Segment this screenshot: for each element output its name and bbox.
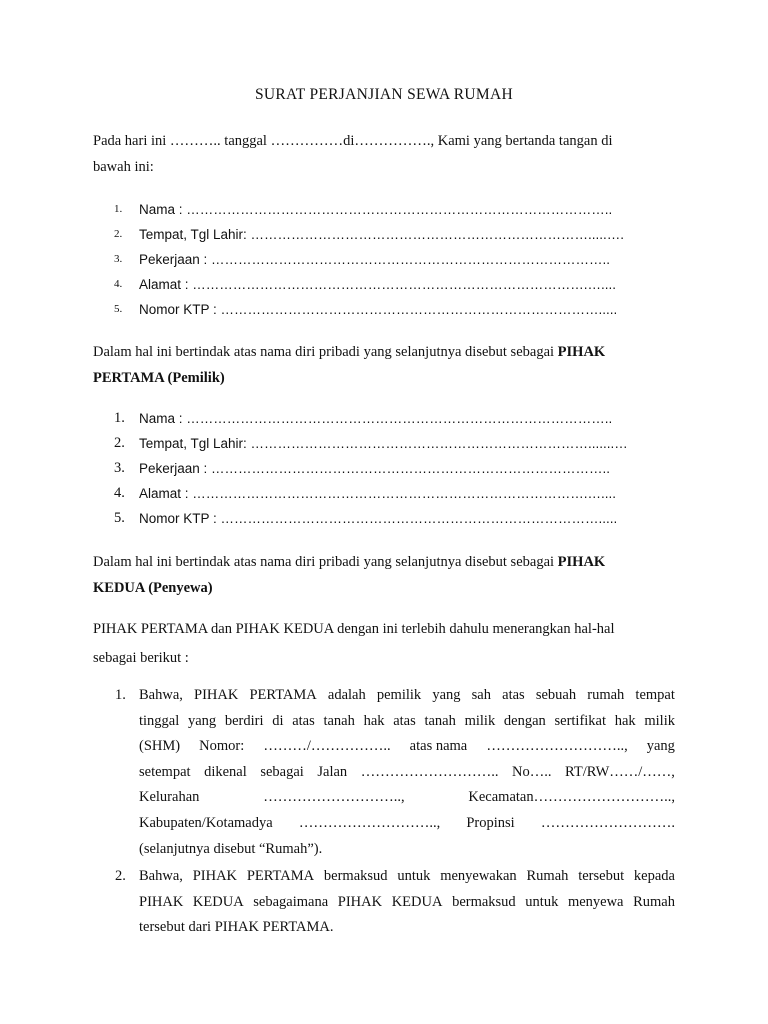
- word: yang: [646, 738, 675, 755]
- field-pekerjaan: Pekerjaan : ……………………………………………………………………………..: [139, 461, 611, 476]
- word: No…..: [512, 763, 552, 780]
- word: PIHAK: [192, 868, 238, 885]
- list-item: 1. Nama : …………………………………………………………………………………..: [93, 197, 675, 222]
- word: KEDUA: [391, 893, 443, 910]
- list-item: 3. Pekerjaan : ……………………………………………………………………………..: [93, 456, 675, 481]
- word: ………………………..: [360, 763, 499, 780]
- party1-statement: Dalam hal ini bertindak atas nama diri pribadi yang selanjutnya disebut sebagai PIHAK PERTAMA (Pemilik): [93, 344, 606, 386]
- word: yang: [432, 687, 461, 703]
- list-item: 2. Tempat, Tgl Lahir: ………………………………………………………………….......…: [93, 431, 675, 456]
- word: untuk: [397, 868, 431, 885]
- word: sebuah: [535, 687, 577, 703]
- word: dikenal: [204, 763, 247, 780]
- word: tersebut: [578, 868, 625, 885]
- word: bermaksud: [452, 893, 516, 910]
- word: tempat: [635, 687, 675, 703]
- field-nama: Nama : …………………………………………………………………………………..: [139, 411, 613, 426]
- clause-2-last-line: tersebut dari PIHAK PERTAMA.: [139, 919, 334, 936]
- intro-paragraph: [93, 128, 675, 180]
- party1-label-b: PERTAMA (Pemilik): [93, 370, 225, 386]
- clause-2-line: [139, 890, 675, 916]
- preamble-paragraph: [93, 615, 675, 673]
- word: Bahwa,: [139, 687, 183, 703]
- intro-line-2: bawah ini:: [93, 159, 154, 175]
- word: atas nama: [409, 738, 468, 755]
- word: Rumah: [526, 868, 569, 885]
- word: menyewa: [567, 893, 624, 910]
- field-tempat-tgl-lahir: Tempat, Tgl Lahir: ………………………………………………………………….......…: [139, 436, 628, 451]
- word: milik: [464, 712, 496, 729]
- word: Propinsi: [466, 814, 515, 831]
- intro-line-1: Pada hari ini ……….. tanggal ……………di……………., Kami yang bertanda tangan di: [93, 133, 613, 149]
- field-tempat-tgl-lahir: Tempat, Tgl Lahir: ………………………………………………………………….....….: [139, 227, 625, 242]
- word: di: [272, 712, 284, 729]
- clause-1-line: [139, 683, 675, 709]
- word: (SHM): [139, 738, 181, 755]
- word: menyewakan: [440, 868, 517, 885]
- word: untuk: [525, 893, 559, 910]
- field-alamat: Alamat : …………………………………………………………………………….…....: [139, 486, 617, 501]
- preamble-line-1: PIHAK PERTAMA dan PIHAK KEDUA dengan ini terlebih dahulu menerangkan hal-hal: [93, 621, 615, 637]
- word: RT/RW……/……,: [565, 763, 675, 780]
- clause-1-line: [139, 709, 675, 735]
- word: hak: [614, 712, 636, 729]
- word: Nomor:: [199, 738, 245, 755]
- word: Kecamatan………………………..,: [468, 789, 675, 806]
- word: Rumah: [633, 893, 675, 910]
- word: ………………………..,: [263, 789, 405, 806]
- preamble-line-2: sebagai berikut :: [93, 650, 189, 666]
- word: PIHAK: [337, 893, 383, 910]
- word: atas: [502, 687, 525, 703]
- list-item: 4. Alamat : …………………………………………………………………………….…....: [93, 272, 675, 297]
- clause-1-line: [139, 785, 675, 811]
- clause-1-line: [139, 734, 675, 760]
- clause-2: [93, 864, 675, 941]
- clause-1-last-line: (selanjutnya disebut “Rumah”).: [139, 840, 323, 857]
- field-alamat: Alamat : …………………………………………………………………………….…....: [139, 277, 617, 292]
- document-title: SURAT PERJANJIAN SEWA RUMAH: [254, 86, 513, 103]
- word: PIHAK: [139, 893, 184, 910]
- word: ……………………….: [540, 814, 675, 831]
- list-item: 1. Nama : …………………………………………………………………………………..: [93, 406, 675, 431]
- word: tinggal: [139, 712, 180, 729]
- clause-1-line: [139, 760, 675, 786]
- field-nomor-ktp: Nomor KTP : ………………………………………………………………………….....: [139, 302, 618, 317]
- word: PERTAMA: [249, 687, 317, 703]
- party2-fields-list: [93, 406, 675, 531]
- word: sebagaimana: [253, 893, 329, 910]
- word: Bahwa,: [139, 868, 183, 885]
- party2-label-a: PIHAK: [557, 554, 606, 570]
- word: ………………………..,: [298, 814, 441, 831]
- word: kepada: [633, 868, 675, 885]
- list-item: 5. Nomor KTP : ………………………………………………………………………….....: [93, 297, 675, 322]
- word: atas: [393, 712, 416, 729]
- word: sah: [471, 687, 491, 703]
- word: berdiri: [224, 712, 264, 729]
- field-nama: Nama : …………………………………………………………………………………..: [139, 202, 613, 217]
- word: adalah: [327, 687, 366, 703]
- word: Kelurahan: [139, 789, 200, 806]
- word: tanah: [323, 712, 355, 729]
- party2-label-b: KEDUA (Penyewa): [93, 580, 213, 596]
- field-nomor-ktp: Nomor KTP : ………………………………………………………………………….....: [139, 511, 618, 526]
- word: rumah: [587, 687, 625, 703]
- word: pemilik: [376, 687, 422, 703]
- word: setempat: [139, 763, 191, 780]
- clause-1-body: [139, 683, 675, 837]
- word: Jalan: [317, 763, 348, 780]
- list-item: 5. Nomor KTP : ………………………………………………………………………….....: [93, 506, 675, 531]
- list-item: 2. Tempat, Tgl Lahir: ………………………………………………………………….....….: [93, 222, 675, 247]
- word: ………………………..,: [486, 738, 628, 755]
- field-pekerjaan: Pekerjaan : ……………………………………………………………………………..: [139, 252, 611, 267]
- party1-label-a: PIHAK: [557, 344, 606, 360]
- clause-2-number: 2.: [115, 868, 126, 885]
- word: atas: [292, 712, 315, 729]
- word: PIHAK: [194, 687, 239, 703]
- clause-1-number: 1.: [115, 687, 126, 703]
- word: dengan: [503, 712, 546, 729]
- party1-fields-list: [93, 197, 675, 322]
- list-item: 3. Pekerjaan : ……………………………………………………………………………..: [93, 247, 675, 272]
- clause-1: [93, 683, 675, 862]
- word: tanah: [424, 712, 456, 729]
- clause-2-body: [139, 864, 675, 915]
- word: Kabupaten/Kotamadya: [139, 814, 273, 831]
- party2-statement: Dalam hal ini bertindak atas nama diri pribadi yang selanjutnya disebut sebagai PIHAK KEDUA (Penyewa): [93, 554, 606, 596]
- word: sebagai: [260, 763, 304, 780]
- word: yang: [187, 712, 217, 729]
- word: KEDUA: [192, 893, 244, 910]
- word: hak: [363, 712, 385, 729]
- clause-1-line: [139, 811, 675, 837]
- word: milik: [644, 712, 675, 729]
- list-item: 4. Alamat : …………………………………………………………………………….…....: [93, 481, 675, 506]
- word: ………/……………..: [263, 738, 391, 755]
- word: PERTAMA: [246, 868, 315, 885]
- word: sertifikat: [554, 712, 607, 729]
- word: bermaksud: [323, 868, 388, 885]
- clause-2-line: [139, 864, 675, 890]
- clauses-list: [93, 683, 675, 941]
